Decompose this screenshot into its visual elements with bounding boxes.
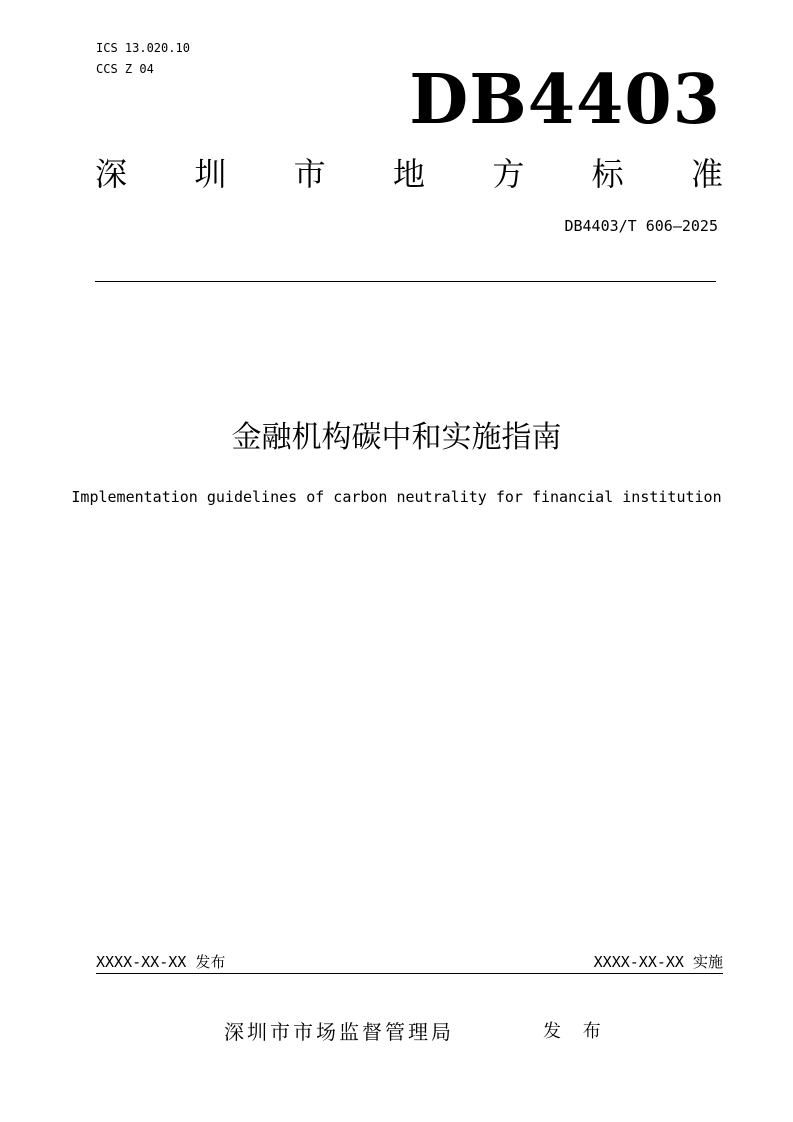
standard-type-char: 准 — [690, 155, 723, 193]
standard-type-char: 圳 — [194, 155, 227, 193]
ics-code: ICS 13.020.10 — [96, 41, 190, 55]
standard-type-char: 方 — [492, 155, 525, 193]
header-divider — [95, 281, 716, 282]
implement-date: XXXX-XX-XX 实施 — [593, 953, 723, 971]
publish-label: 发 布 — [543, 1021, 609, 1042]
ccs-code: CCS Z 04 — [96, 62, 154, 76]
publisher-name: 深圳市市场监督管理局 — [224, 1020, 454, 1044]
standard-type-char: 市 — [293, 155, 326, 193]
standard-number: DB4403/T 606—2025 — [564, 217, 718, 235]
standard-type-char: 标 — [591, 155, 624, 193]
date-row — [96, 951, 723, 974]
standard-type-char: 地 — [392, 155, 425, 193]
document-title-chinese: 金融机构碳中和实施指南 — [231, 420, 562, 455]
release-date: XXXX-XX-XX 发布 — [96, 953, 226, 971]
document-title-english: Implementation guidelines of carbon neutrality for financial institution — [71, 488, 722, 506]
standard-type-char: 深 — [95, 155, 128, 193]
standard-type-heading — [95, 150, 723, 198]
db-standard-code: DB4403 — [409, 60, 721, 140]
